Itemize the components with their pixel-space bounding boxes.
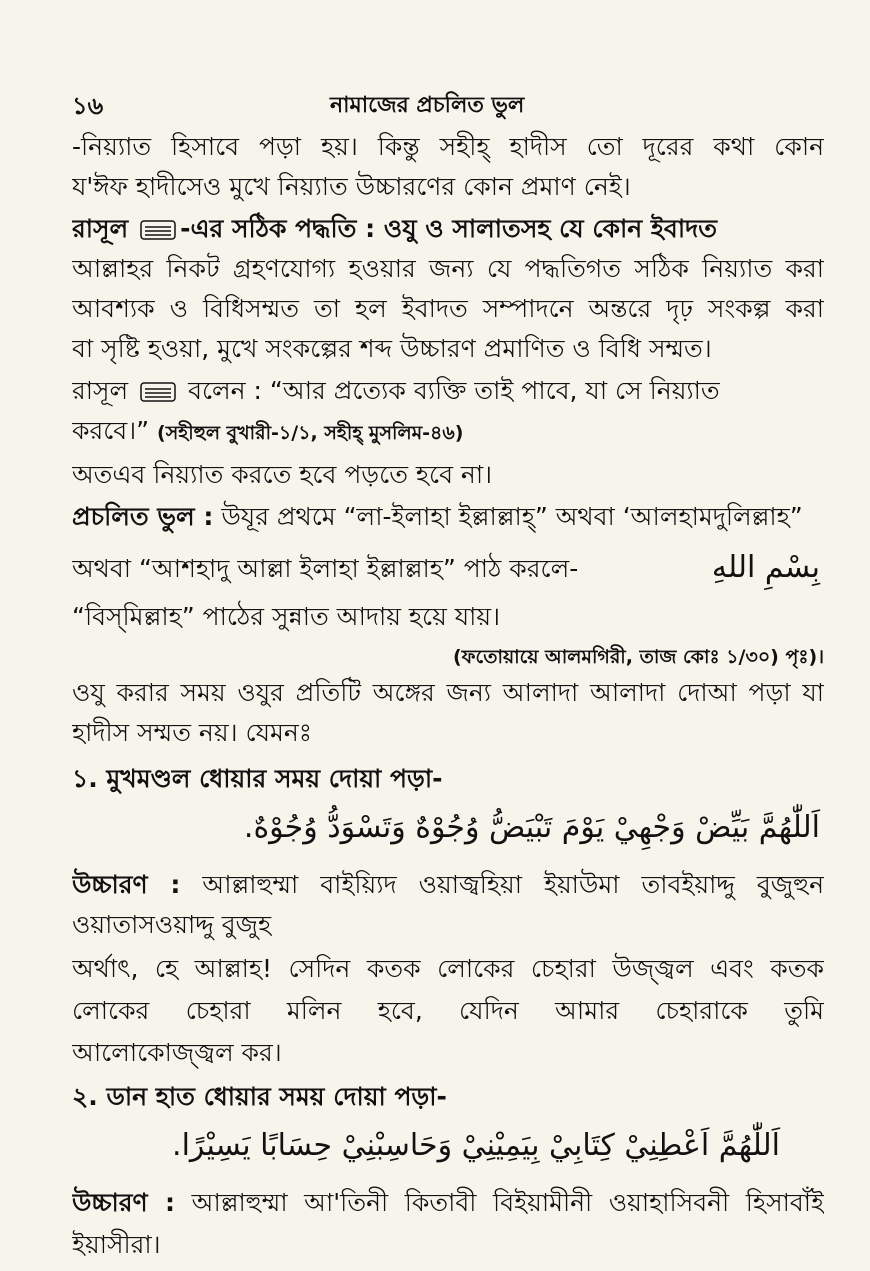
text-line-1: -নিয়্যাত হিসাবে পড়া হয়। কিন্তু সহীহ্ হাদীস তো দূরের কথা কোন	[72, 132, 824, 161]
text-line-17	[72, 868, 824, 902]
text-line-15: হাদীস সম্মত নয়। যেমনঃ	[72, 718, 313, 747]
text-line-23	[72, 1186, 824, 1220]
hadith-quote: বলেন : “আর প্রত্যেক ব্যক্তি তাই পাবে, যা সে নিয়্যাত	[188, 376, 720, 405]
salawat-seal-icon	[140, 218, 176, 242]
text-line-6: বা সৃষ্টি হওয়া, মুখে সংকল্পের শব্দ উচ্চারণ প্রমাণিত ও বিধি সম্মত।	[72, 334, 712, 363]
rasul-label-2: রাসূল	[72, 376, 129, 405]
common-mistake-label: প্রচলিত ভুল :	[72, 502, 214, 531]
text-line-12: “বিস্‌মিল্লাহ” পাঠের সুন্নাত আদায় হয়ে যায়।	[72, 602, 501, 631]
text-line-4: আল্লাহর নিকট গ্রহণযোগ্য হওয়ার জন্য যে পদ্ধতিগত সঠিক নিয়্যাত করা	[72, 254, 824, 283]
fatwa-reference: (ফতোয়ায়ে আলমগিরী, তাজ কোঃ ১/৩০) পৃঃ)।	[452, 646, 824, 668]
dua-1-arabic: اَللّٰهُمَّ بَيِّضْ وَجْهِيْ يَوْمَ تَبْيَضُّ وُجُوْهٌ وَتَسْوَدُّ وُجُوْهٌ.	[243, 810, 820, 845]
pronunciation-text: আল্লাহুম্মা বাইয়্যিদ ওয়াজ্বহিয়া ইয়াউমা তাবইয়াদ্দু বুজুহুন	[202, 870, 824, 899]
item-2-heading: ২. ডান হাত ধোয়ার সময় দোয়া পড়া-	[72, 1082, 447, 1111]
pronunciation-text-2: আল্লাহুম্মা আ'তিনী কিতাবী বিইয়ামীনী ওয়াহাসিবনী হিসাবাঁই	[191, 1188, 824, 1217]
running-title: নামাজের প্রচলিত ভুল	[330, 93, 525, 118]
text-line-5: আবশ্যক ও বিধিসম্মত তা হল ইবাদত সম্পাদনে অন্তরে দৃঢ় সংকল্প করা	[72, 294, 824, 323]
text-line-18: ওয়াতাসওয়াদ্দু বুজুহ	[72, 910, 272, 939]
bismillah-arabic: بِسْمِ اللهِ	[711, 550, 820, 585]
text-line-3	[72, 212, 824, 246]
text-line-24: ইয়াসীরা।	[72, 1230, 161, 1259]
method-heading: -এর সঠিক পদ্ধতি : ওযু ও সালাতসহ যে কোন ইবাদত	[180, 214, 717, 243]
text-line-9: অতএব নিয়্যাত করতে হবে পড়তে হবে না।	[72, 460, 493, 489]
dua-2-arabic: اَللّٰهُمَّ اَعْطِنِيْ كِتَابِيْ بِيَمِيْنِيْ وَحَاسِبْنِيْ حِسَابًا يَسِيْرًا.	[172, 1128, 780, 1163]
common-mistake-text: উযূর প্রথমে “লা-ইলাহা ইল্লাল্লাহ্” অথবা ‘আলহামদুলিল্লাহ”	[221, 502, 803, 531]
text-line-19: অর্থাৎ, হে আল্লাহ! সেদিন কতক লোকের চেহারা উজ্জ্বল এবং কতক	[72, 954, 824, 983]
salawat-seal-icon	[140, 380, 176, 404]
text-line-8	[72, 414, 824, 450]
hadith-reference: (সহীহুল বুখারী-১/১, সহীহ্ মুসলিম-৪৬)	[157, 422, 464, 444]
rasul-label: রাসূল	[72, 214, 129, 243]
text-line-20: লোকের চেহারা মলিন হবে, যেদিন আমার চেহারাকে তুমি	[72, 996, 824, 1025]
text-line-21: আলোকোজ্জ্বল কর।	[72, 1038, 282, 1067]
text-line-7	[72, 374, 824, 408]
pronunciation-label-2: উচ্চারণ :	[72, 1188, 175, 1217]
item-1-heading: ১. মুখমণ্ডল ধোয়ার সময় দোয়া পড়া-	[72, 764, 443, 793]
text-line-11: অথবা “আশহাদু আল্লা ইলাহা ইল্লাল্লাহ” পাঠ করলে-	[72, 554, 579, 583]
text-line-2: য'ঈফ হাদীসেও মুখে নিয়্যাত উচ্চারণের কোন প্রমাণ নেই।	[72, 172, 631, 201]
page-number: ১৬	[72, 92, 104, 120]
quote-end: করবে।”	[72, 416, 150, 445]
text-line-14: ওযু করার সময় ওযুর প্রতিটি অঙ্গের জন্য আলাদা আলাদা দোআ পড়া যা	[72, 678, 824, 707]
pronunciation-label: উচ্চারণ :	[72, 870, 181, 899]
text-line-10	[72, 500, 824, 534]
